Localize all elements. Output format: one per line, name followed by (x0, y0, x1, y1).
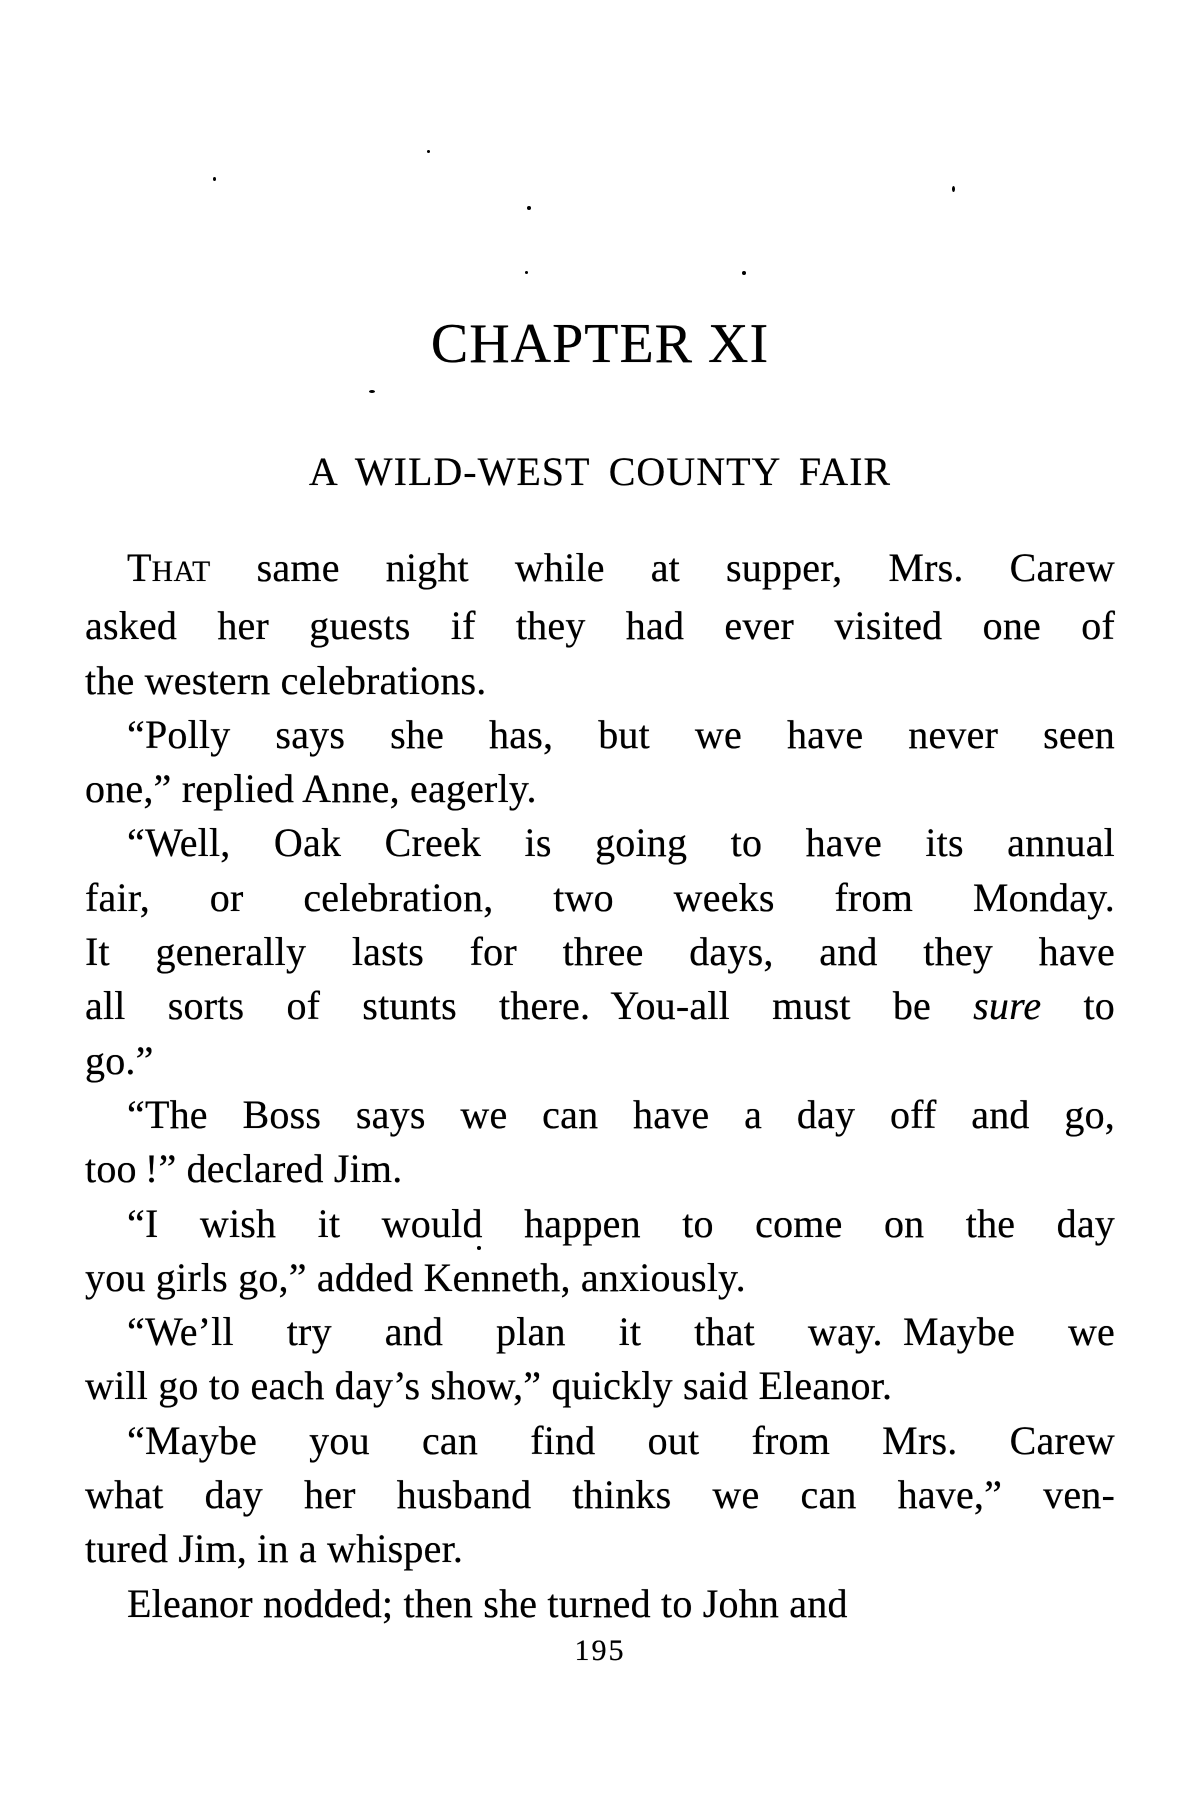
text-segment: sure (973, 983, 1042, 1029)
text-segment: It generally lasts for three days, and they have (85, 929, 1115, 975)
text-segment: asked her guests if they had ever visited one of (85, 603, 1115, 649)
text-line (85, 1197, 1115, 1251)
text-line (85, 1088, 1115, 1142)
text-line (85, 1142, 1115, 1196)
text-line (85, 1359, 1115, 1413)
text-line (85, 1034, 1115, 1088)
text-line (85, 1305, 1115, 1359)
paragraph (85, 1088, 1115, 1197)
paragraph (85, 708, 1115, 817)
chapter-subtitle: A WILD-WEST COUNTY FAIR (308, 449, 892, 494)
scan-speck (427, 150, 430, 153)
text-segment: you girls go,” added Kenneth, anxiously. (85, 1254, 746, 1300)
text-segment: to (1041, 983, 1116, 1029)
paragraph (85, 816, 1115, 1087)
scan-speck (213, 177, 216, 181)
scan-speck (477, 1246, 481, 1250)
text-segment: T (127, 545, 152, 590)
text-segment: what day her husband thinks we can have,” ven- (85, 1472, 1115, 1518)
text-line (85, 1414, 1115, 1468)
text-line (85, 925, 1115, 979)
text-line (85, 871, 1115, 925)
text-segment: tured Jim, in a whisper. (85, 1526, 464, 1572)
text-segment: “Polly says she has, but we have never seen (127, 711, 1115, 757)
text-segment: will go to each day’s show,” quickly said Eleanor. (85, 1363, 893, 1409)
text-line (85, 1577, 1115, 1631)
text-segment: all sorts of stunts there. You-all must be (85, 983, 974, 1029)
text-segment: same night while at supper, Mrs. Carew (210, 545, 1115, 590)
paragraph (85, 1577, 1115, 1631)
chapter-heading: CHAPTER XI (430, 313, 770, 375)
text-line (85, 541, 1115, 599)
text-line (85, 1468, 1115, 1522)
text-line (85, 1522, 1115, 1576)
page-body (85, 541, 1115, 1631)
text-segment: Eleanor nodded; then she turned to John and (127, 1580, 848, 1626)
text-line (85, 979, 1115, 1033)
scan-speck (525, 271, 528, 274)
text-segment: “I wish it would happen to come on the day (127, 1200, 1115, 1246)
text-line (85, 1251, 1115, 1305)
paragraph (85, 1305, 1115, 1414)
text-segment: “Maybe you can find out from Mrs. Carew (127, 1417, 1115, 1463)
scan-speck (369, 390, 375, 393)
text-line (85, 816, 1115, 870)
text-segment: one,” replied Anne, eagerly. (85, 766, 537, 812)
paragraph (85, 1414, 1115, 1577)
text-segment: go.” (85, 1037, 154, 1083)
scan-speck (952, 186, 955, 192)
text-segment: too !” declared Jim. (85, 1146, 403, 1192)
page-number: 195 (574, 1634, 626, 1667)
text-segment: fair, or celebration, two weeks from Monday. (85, 874, 1115, 920)
paragraph (85, 541, 1115, 708)
text-segment: “The Boss says we can have a day off and go, (127, 1091, 1115, 1137)
paragraph (85, 1197, 1115, 1306)
text-line (85, 762, 1115, 816)
text-line (85, 708, 1115, 762)
text-segment: HAT (151, 556, 211, 588)
text-line (85, 654, 1115, 708)
text-segment: “Well, Oak Creek is going to have its annual (127, 820, 1115, 866)
text-segment: the western celebrations. (85, 657, 487, 703)
scan-speck (742, 271, 746, 275)
text-segment: “We’ll try and plan it that way. Maybe we (127, 1309, 1115, 1355)
text-line (85, 599, 1115, 653)
scan-speck (527, 206, 531, 210)
